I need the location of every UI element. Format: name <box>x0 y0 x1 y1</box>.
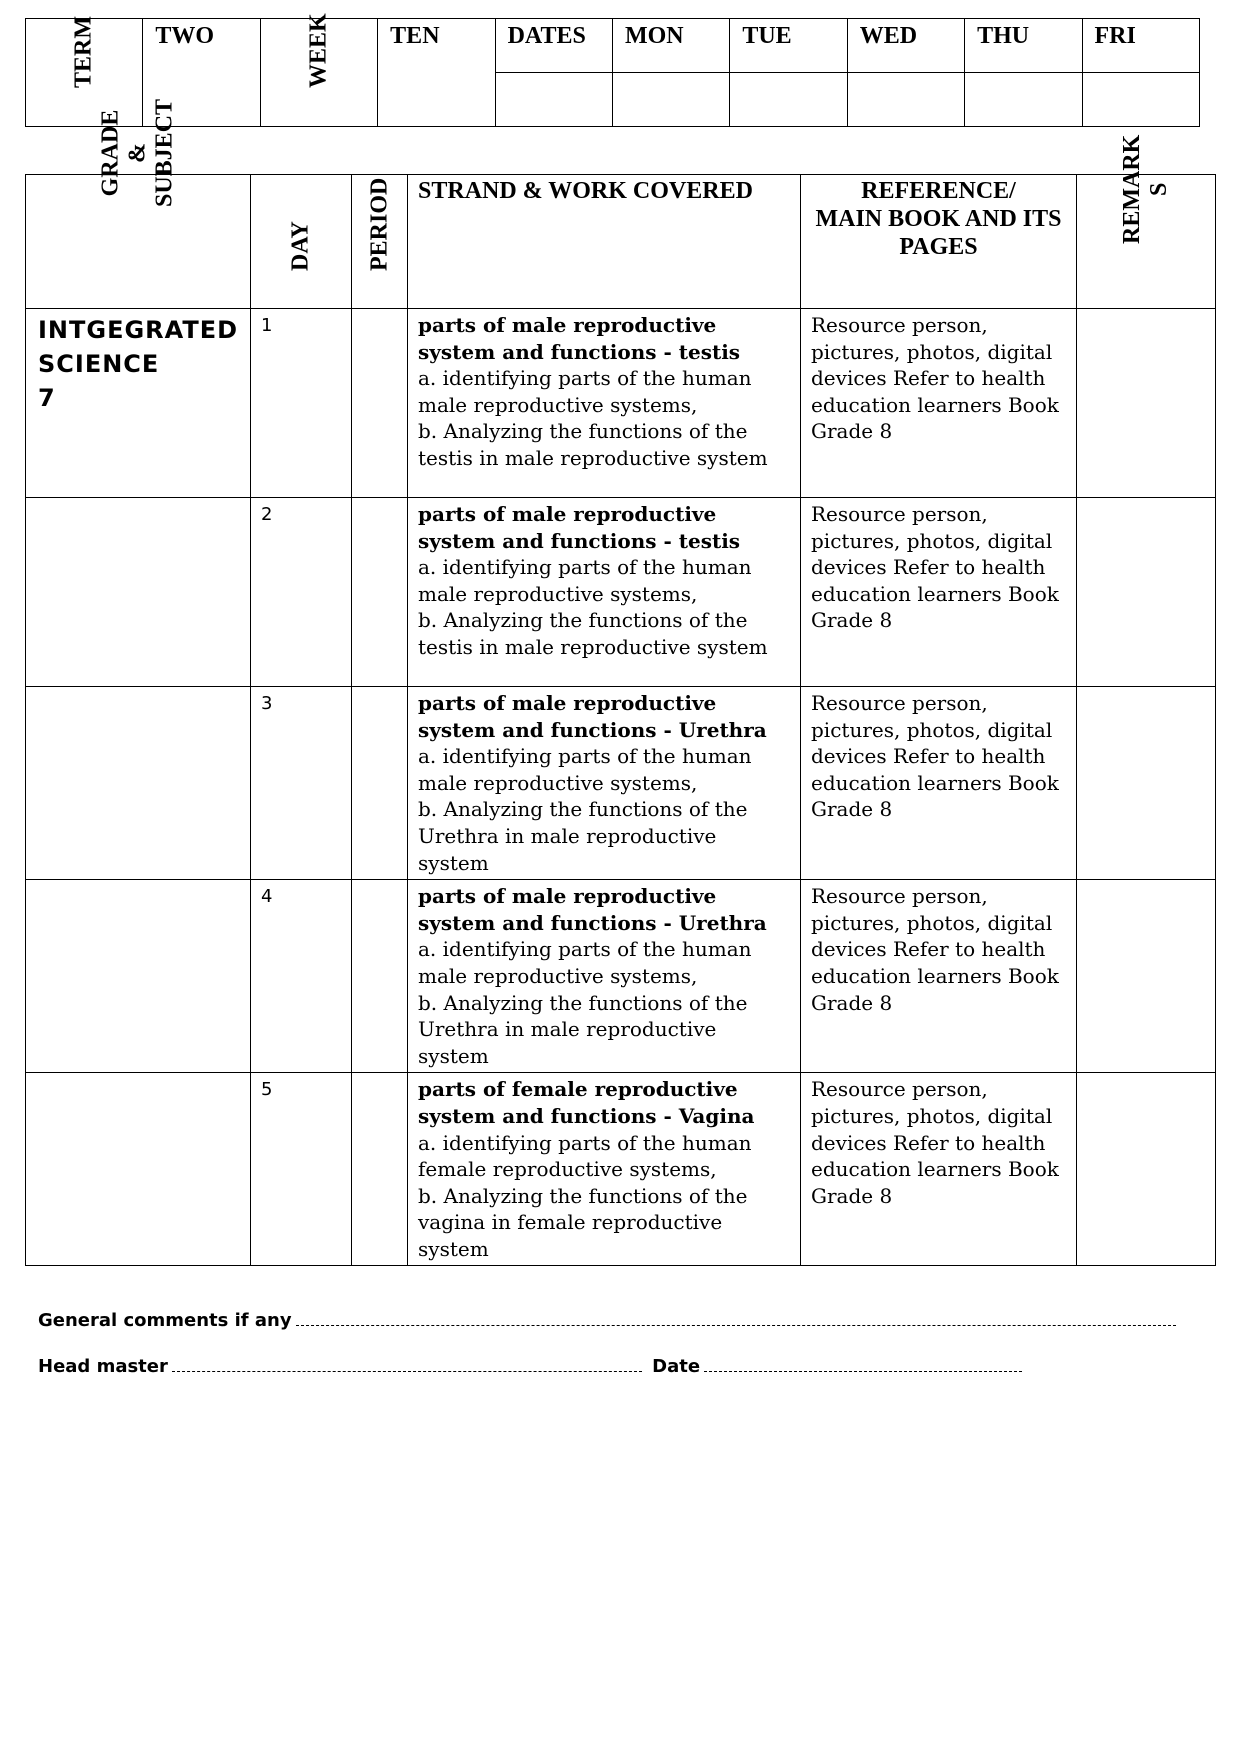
work-cell: parts of female reproductive system and functions - Vagina a. identifying parts of the human female reproductive systems, b. Analyzing the functions of the vagina in female reproductive system <box>408 1073 801 1266</box>
day-cell: 5 <box>251 1073 352 1266</box>
table-row <box>26 498 1216 687</box>
subject-cell: INTGEGRATED SCIENCE 7 <box>26 309 251 498</box>
day-cell: 1 <box>251 309 352 498</box>
week-label-cell <box>260 13 377 127</box>
date-cell-blank <box>495 73 612 127</box>
grade-subject-header: GRADE & SUBJECT <box>26 175 251 309</box>
subject-cell <box>26 498 251 687</box>
general-comments-label: General comments if any <box>38 1310 292 1331</box>
period-cell <box>352 880 408 1073</box>
subject-cell <box>26 1073 251 1266</box>
term-week-table <box>25 13 1200 127</box>
day-cell: 4 <box>251 880 352 1073</box>
reference-cell: Resource person, pictures, photos, digital devices Refer to health education learners Book Grade 8 <box>801 309 1077 498</box>
week-label: WEEK <box>305 13 332 88</box>
day-header: DAY <box>251 175 352 309</box>
lesson-record-table <box>25 98 1216 1266</box>
remarks-cell <box>1077 687 1216 880</box>
week-value-cell <box>378 19 495 127</box>
headmaster-blank <box>172 1370 642 1372</box>
work-covered-header: STRAND & WORK COVERED <box>408 175 801 309</box>
remarks-cell <box>1077 498 1216 687</box>
subject-cell <box>26 880 251 1073</box>
table-row <box>26 880 1216 1073</box>
date-cell-mon <box>612 73 729 127</box>
period-cell <box>352 687 408 880</box>
dates-label-cell <box>495 19 612 73</box>
reference-cell: Resource person, pictures, photos, digital devices Refer to health education learners Book Grade 8 <box>801 1073 1077 1266</box>
period-header: PERIOD <box>352 175 408 309</box>
day-header-fri: FRI <box>1082 19 1199 73</box>
remarks-cell <box>1077 880 1216 1073</box>
term-label: TERM <box>70 16 97 88</box>
subject-cell <box>26 687 251 880</box>
remarks-cell <box>1077 309 1216 498</box>
reference-cell: Resource person, pictures, photos, digital devices Refer to health education learners Book Grade 8 <box>801 880 1077 1073</box>
general-comments-line <box>38 1310 1180 1331</box>
work-cell: parts of male reproductive system and functions - testis a. identifying parts of the human male reproductive systems, b. Analyzing the functions of the testis in male reproductive system <box>408 309 801 498</box>
date-label: Date <box>652 1356 701 1377</box>
headmaster-line <box>38 1356 1026 1377</box>
work-cell: parts of male reproductive system and functions - testis a. identifying parts of the human male reproductive systems, b. Analyzing the functions of the testis in male reproductive system <box>408 498 801 687</box>
table-header-row <box>26 175 1216 309</box>
day-header-tue: TUE <box>730 19 847 73</box>
headmaster-label: Head master <box>38 1356 168 1377</box>
work-cell: parts of male reproductive system and functions - Urethra a. identifying parts of the human male reproductive systems, b. Analyzing the functions of the Urethra in male reproductive system <box>408 880 801 1073</box>
day-cell: 3 <box>251 687 352 880</box>
remarks-cell <box>1077 1073 1216 1266</box>
table-row <box>26 1073 1216 1266</box>
period-cell <box>352 1073 408 1266</box>
reference-header: REFERENCE/ MAIN BOOK AND ITS PAGES <box>801 175 1077 309</box>
date-blank <box>704 1370 1022 1372</box>
day-cell: 2 <box>251 498 352 687</box>
week-value: TEN <box>390 23 440 49</box>
general-comments-blank <box>296 1324 1176 1326</box>
period-cell <box>352 309 408 498</box>
reference-cell: Resource person, pictures, photos, digital devices Refer to health education learners Book Grade 8 <box>801 498 1077 687</box>
table-row <box>26 687 1216 880</box>
table-row <box>26 309 1216 498</box>
reference-cell: Resource person, pictures, photos, digital devices Refer to health education learners Book Grade 8 <box>801 687 1077 880</box>
dates-label: DATES <box>507 23 586 49</box>
date-cell-thu <box>965 73 1082 127</box>
date-cell-tue <box>730 73 847 127</box>
date-cell-fri <box>1082 73 1199 127</box>
day-header-thu: THU <box>965 19 1082 73</box>
day-header-mon: MON <box>612 19 729 73</box>
date-cell-wed <box>847 73 964 127</box>
period-cell <box>352 498 408 687</box>
remarks-header: REMARK S <box>1077 175 1216 309</box>
day-header-wed: WED <box>847 19 964 73</box>
work-cell: parts of male reproductive system and functions - Urethra a. identifying parts of the human male reproductive systems, b. Analyzing the functions of the Urethra in male reproductive system <box>408 687 801 880</box>
term-value: TWO <box>155 23 215 49</box>
